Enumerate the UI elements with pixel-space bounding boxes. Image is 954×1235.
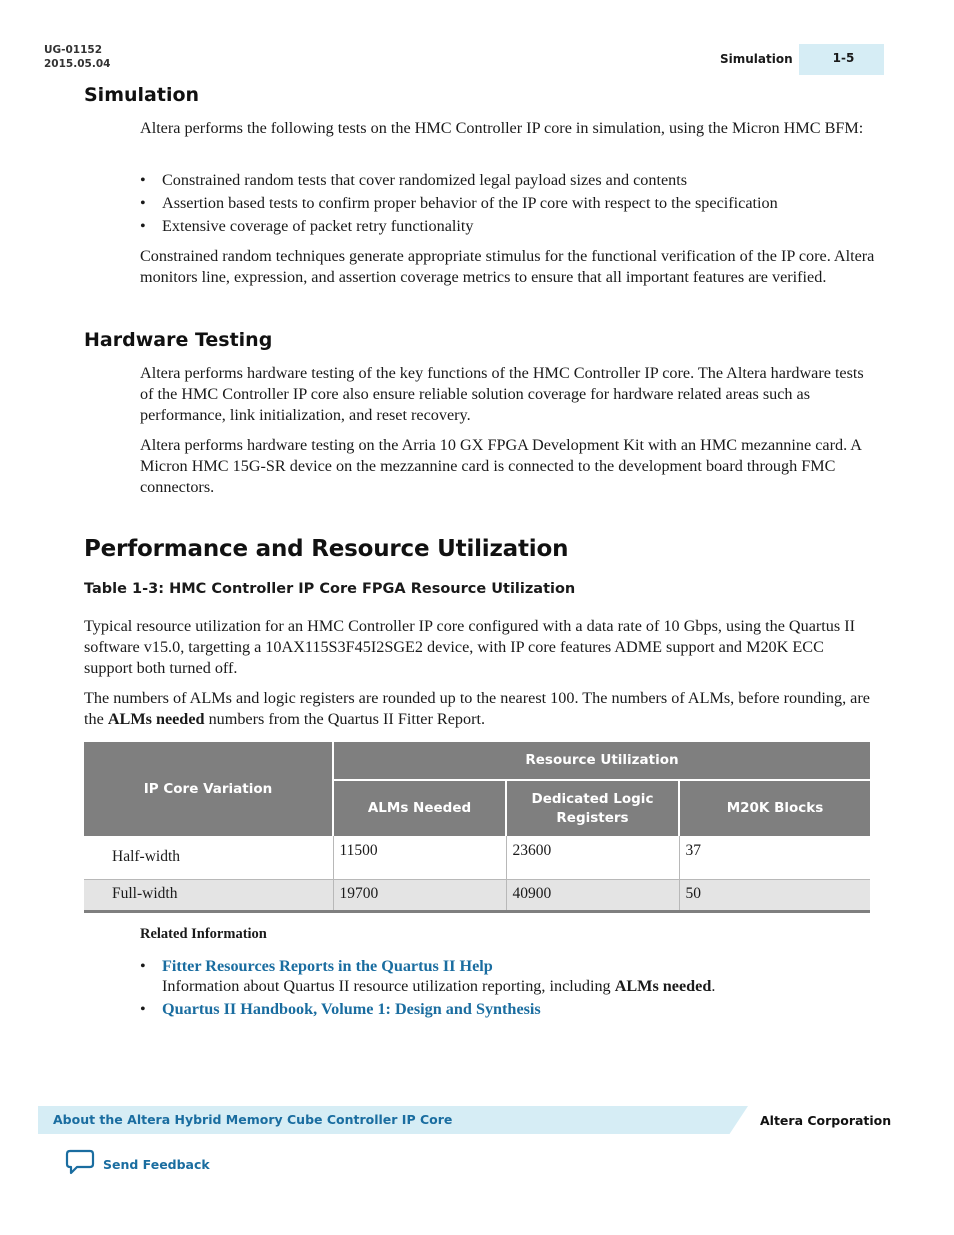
column-header-m20k: M20K Blocks [679, 780, 870, 836]
resource-utilization-table [84, 742, 870, 913]
column-header-alms: ALMs Needed [333, 780, 506, 836]
cell-alms: 11500 [333, 836, 506, 880]
column-group-header: Resource Utilization [333, 742, 870, 780]
bold-term: ALMs needed [107, 710, 205, 728]
list-item [140, 999, 715, 1019]
cell-m20k: 50 [679, 880, 870, 912]
page-number: 1-5 [799, 44, 884, 75]
quartus-handbook-link[interactable]: Quartus II Handbook, Volume 1: Design and Synthesis [162, 1000, 541, 1018]
document-id [44, 43, 110, 71]
cell-variation: Full-width [84, 880, 333, 912]
list-item: • Extensive coverage of packet retry functionality [140, 215, 880, 238]
header-section-title: Simulation [720, 52, 793, 66]
footer-company: Altera Corporation [760, 1113, 892, 1128]
link-description [162, 977, 715, 995]
column-header-variation: IP Core Variation [84, 742, 333, 836]
list-item [140, 956, 715, 996]
simulation-bullet-list [140, 169, 880, 238]
list-item: • Constrained random tests that cover randomized legal payload sizes and contents [140, 169, 880, 192]
cell-registers: 23600 [506, 836, 679, 880]
cell-registers: 40900 [506, 880, 679, 912]
hardware-heading: Hardware Testing [84, 329, 273, 351]
column-header-registers: Dedicated Logic Registers [506, 780, 679, 836]
send-feedback-label: Send Feedback [103, 1157, 210, 1172]
speech-bubble-icon [65, 1149, 95, 1180]
performance-heading: Performance and Resource Utilization [84, 536, 569, 562]
simulation-closing: Constrained random techniques generate appropriate stimulus for the functional verification of the IP core. Altera monitors line, expression, and assertion coverage metrics to ensure that all important features are verified. [140, 247, 875, 286]
performance-paragraph-1: Typical resource utilization for an HMC Controller IP core configured with a data rate of 10 Gbps, using the Quartus II software v15.0, targetting a 10AX115S3F45I2SGE2 device, with IP core features ADME support and M20K ECC support both turned off. [84, 617, 855, 677]
text-span: numbers from the Quartus II Fitter Report. [204, 710, 486, 728]
doc-date: 2015.05.04 [44, 58, 111, 70]
simulation-intro: Altera performs the following tests on the HMC Controller IP core in simulation, using the Micron HMC BFM: [140, 119, 864, 137]
hardware-paragraph-1: Altera performs hardware testing of the key functions of the HMC Controller IP core. The Altera hardware tests of the HMC Controller IP core also ensure reliable solution coverage for hardware related areas such as performance, link initialization, and reset recovery. [140, 364, 864, 424]
text-span: . [711, 977, 716, 995]
cell-variation: Half-width [84, 836, 333, 880]
table-row [84, 836, 870, 880]
text-span: The numbers of ALMs and logic registers are rounded up to the nearest 100. The numbers of ALMs, before rounding, are the [84, 689, 870, 728]
table-row [84, 880, 870, 912]
list-item: • Assertion based tests to confirm proper behavior of the IP core with respect to the specification [140, 192, 880, 215]
footer-document-title-link[interactable]: About the Altera Hybrid Memory Cube Controller IP Core [53, 1112, 453, 1127]
cell-alms: 19700 [333, 880, 506, 912]
doc-number: UG-01152 [44, 44, 103, 56]
table-caption: Table 1-3: HMC Controller IP Core FPGA Resource Utilization [84, 581, 576, 597]
bold-term: ALMs needed [614, 977, 712, 995]
hardware-paragraph-2: Altera performs hardware testing on the Arria 10 GX FPGA Development Kit with an HMC mezannine card. A Micron HMC 15G-SR device on the mezzannine card is connected to the development board through FMC connectors. [140, 436, 862, 496]
send-feedback-button[interactable] [65, 1149, 210, 1180]
simulation-heading: Simulation [84, 84, 200, 106]
related-info-title: Related Information [140, 926, 267, 942]
cell-m20k: 37 [679, 836, 870, 880]
performance-paragraph-2 [84, 688, 870, 730]
related-info-list [140, 956, 715, 1022]
fitter-resources-link[interactable]: Fitter Resources Reports in the Quartus II Help [162, 957, 493, 975]
text-span: Information about Quartus II resource utilization reporting, including [162, 977, 615, 995]
